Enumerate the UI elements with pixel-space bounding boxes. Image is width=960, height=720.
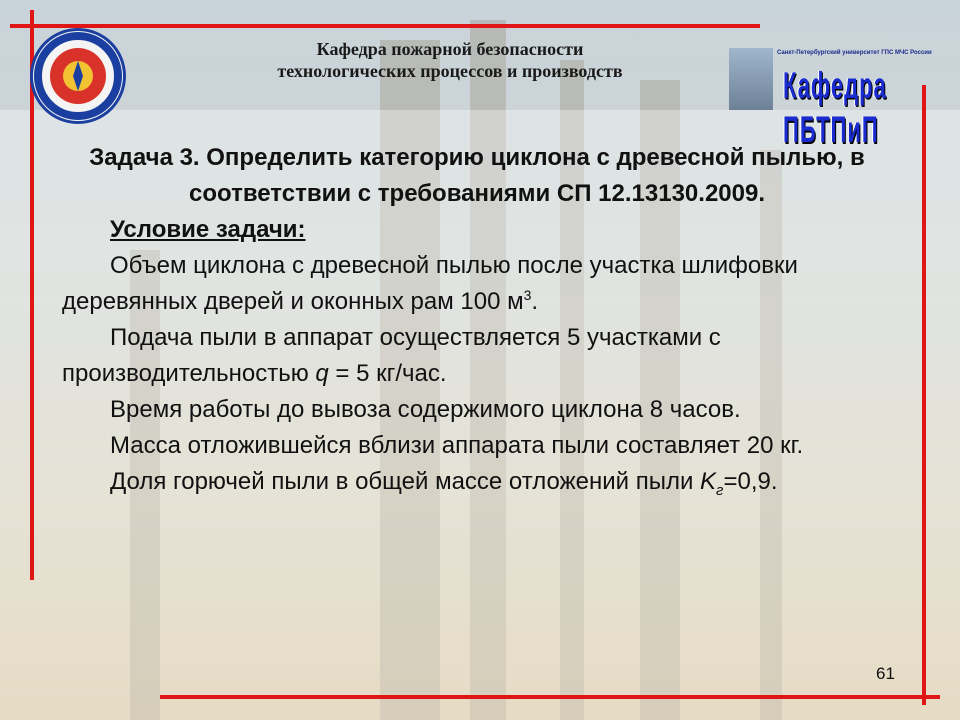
department-header bbox=[200, 38, 700, 82]
header-line-2: технологических процессов и производств bbox=[277, 61, 623, 81]
logo-text: Кафедра ПБТПиП bbox=[783, 64, 887, 151]
task-content bbox=[62, 140, 892, 500]
university-emblem-icon bbox=[30, 28, 126, 124]
right-red-line bbox=[922, 85, 926, 705]
condition-paragraph-4: Масса отложившейся вблизи аппарата пыли составляет 20 кг. bbox=[110, 432, 804, 459]
condition-paragraph-3: Время работы до вывоза содержимого циклона 8 часов. bbox=[110, 396, 741, 423]
department-logo bbox=[729, 48, 932, 151]
logo-caption: Санкт-Петербургский университет ГПС МЧС России bbox=[777, 50, 932, 56]
task-title: Задача 3. Определить категорию циклона с древесной пылью, в соответствии с требованиями СП 12.13130.2009. bbox=[89, 144, 865, 207]
logo-photo bbox=[729, 48, 773, 110]
bottom-red-line bbox=[160, 695, 940, 699]
condition-paragraph-2: Подача пыли в аппарат осуществляется 5 участками с производительностью q = 5 кг/час. bbox=[62, 324, 721, 387]
header-line-1: Кафедра пожарной безопасности bbox=[316, 39, 584, 59]
condition-paragraph-5: Доля горючей пыли в общей массе отложений пыли $K_г=0,9$. bbox=[110, 468, 778, 499]
page-number: 61 bbox=[876, 664, 895, 683]
top-red-line bbox=[10, 24, 760, 28]
condition-label: Условие задачи: bbox=[110, 216, 306, 243]
condition-paragraph-1: Объем циклона с древесной пылью после участка шлифовки деревянных дверей и оконных рам 100 $м^3$. bbox=[62, 252, 798, 315]
